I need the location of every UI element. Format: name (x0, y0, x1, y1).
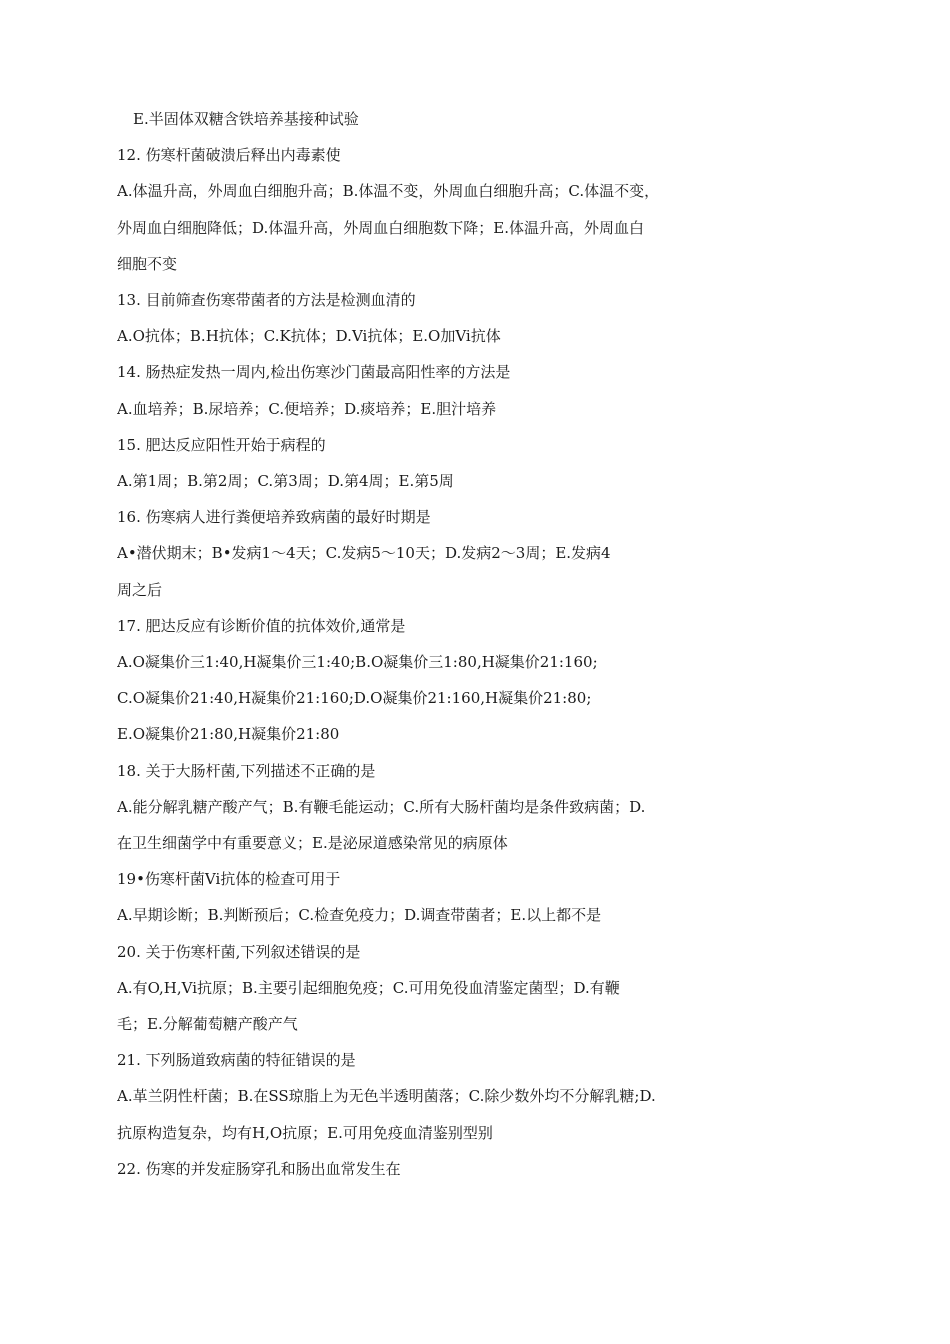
answer-options-text: E.O凝集价21:80,H凝集价21:80 (117, 725, 340, 743)
answer-options-text: A.O凝集价三1:40,H凝集价三1:40;B.O凝集价三1:80,H凝集价21:160; (117, 653, 598, 671)
answer-options-text: 周之后 (117, 581, 163, 599)
answer-options-text: E.半固体双糖含铁培养基接种试验 (133, 110, 359, 128)
question-text: 13. 目前筛查伤寒带菌者的方法是检测血清的 (117, 291, 416, 309)
question-text: 22. 伤寒的并发症肠穿孔和肠出血常发生在 (117, 1160, 401, 1178)
answer-options-text: 毛；E.分解葡萄糖产酸产气 (117, 1015, 298, 1033)
question-text: 15. 肥达反应阳性开始于病程的 (117, 436, 326, 454)
question-text: 17. 肥达反应有诊断价值的抗体效价,通常是 (117, 617, 406, 635)
answer-options-text: 在卫生细菌学中有重要意义；E.是泌尿道感染常见的病原体 (117, 834, 508, 852)
answer-options-text: 外周血白细胞降低；D.体温升高，外周血白细胞数下降；E.体温升高，外周血白 (117, 219, 644, 237)
answer-options-text: A.第1周；B.第2周；C.第3周；D.第4周；E.第5周 (117, 472, 454, 490)
question-text: 12. 伤寒杆菌破溃后释出内毒素使 (117, 146, 341, 164)
answer-options-text: 抗原构造复杂，均有H,O抗原；E.可用免疫血清鉴别型别 (117, 1124, 493, 1142)
question-text: 14. 肠热症发热一周内,检出伤寒沙门菌最高阳性率的方法是 (117, 363, 511, 381)
answer-options-text: A.O抗体；B.H抗体；C.K抗体；D.Vi抗体；E.O加Vi抗体 (117, 327, 501, 345)
question-text: 21. 下列肠道致病菌的特征错误的是 (117, 1051, 356, 1069)
answer-options-text: 细胞不变 (117, 255, 178, 273)
answer-options-text: A•潜伏期末；B•发病1〜4天；C.发病5〜10天；D.发病2〜3周；E.发病4 (117, 544, 611, 562)
question-text: 16. 伤寒病人进行粪便培养致病菌的最好时期是 (117, 508, 431, 526)
question-text: 20. 关于伤寒杆菌,下列叙述错误的是 (117, 943, 361, 961)
answer-options-text: A.体温升高，外周血白细胞升高；B.体温不变，外周血白细胞升高；C.体温不变， (117, 182, 660, 200)
answer-options-text: A.能分解乳糖产酸产气；B.有鞭毛能运动；C.所有大肠杆菌均是条件致病菌；D. (117, 798, 646, 816)
answer-options-text: A.血培养；B.尿培养；C.便培养；D.痰培养；E.胆汁培养 (117, 400, 497, 418)
answer-options-text: A.有O,H,Vi抗原；B.主要引起细胞免疫；C.可用免役血清鉴定菌型；D.有鞭 (117, 979, 620, 997)
answer-options-text: C.O凝集价21:40,H凝集价21:160;D.O凝集价21:160,H凝集价21:80; (117, 689, 592, 707)
question-text: 19•伤寒杆菌Vi抗体的检查可用于 (117, 870, 341, 888)
answer-options-text: A.早期诊断；B.判断预后；C.检查免疫力；D.调查带菌者；E.以上都不是 (117, 906, 602, 924)
answer-options-text: A.革兰阴性杆菌；B.在SS琼脂上为无色半透明菌落；C.除少数外均不分解乳糖;D. (117, 1087, 656, 1105)
question-text: 18. 关于大肠杆菌,下列描述不正确的是 (117, 762, 376, 780)
